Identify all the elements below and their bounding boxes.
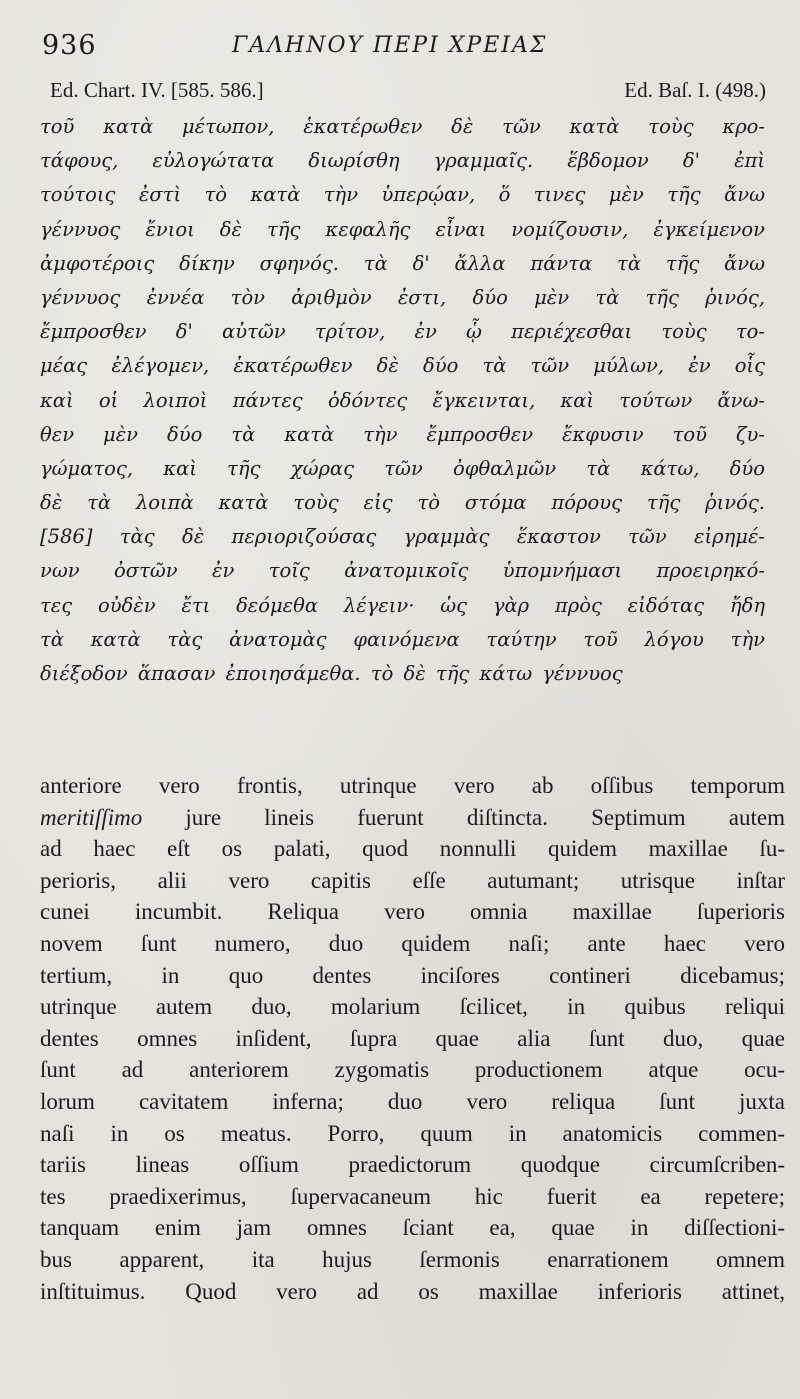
edition-basel-reference: Ed. Baſ. I. (498.)	[624, 78, 766, 102]
greek-line: γέννυος ἔνιοι δὲ τῆς κεφαλῆς εἶναι νομίζουσιν, ἐγκείμενον	[40, 217, 765, 241]
greek-line: θεν μὲν δύο τὰ κατὰ τὴν ἔμπροσθεν ἔκφυσιν τοῦ ζυ-	[40, 422, 765, 446]
latin-line	[40, 1149, 785, 1181]
latin-line-text: naſi in os meatus. Porro, quum in anatomicis commen-	[40, 1120, 785, 1146]
latin-line	[40, 1086, 785, 1118]
page-header	[42, 30, 770, 66]
greek-line: τούτοις ἐστὶ τὸ κατὰ τὴν ὑπερῴαν, ὅ τινες μὲν τῆς ἄνω	[40, 183, 765, 207]
latin-line-text: lorum cavitatem inferna; duo vero reliqua ſunt juxta	[40, 1088, 785, 1114]
greek-line: τὰ κατὰ τὰς ἀνατομὰς φαινόμενα ταύτην τοῦ λόγου τὴν	[40, 627, 765, 651]
latin-line-text: tertium, in quo dentes inciſores contineri dicebamus;	[40, 962, 785, 988]
greek-line: νων ὀστῶν ἐν τοῖς ἀνατομικοῖς ὑπομνήμασι προειρηκό-	[40, 559, 765, 583]
latin-line-text: tes praedixerimus, ſupervacaneum hic fuerit ea repetere;	[40, 1183, 785, 1209]
latin-line	[40, 1054, 785, 1086]
latin-line-text: novem ſunt numero, duo quidem naſi; ante haec vero	[40, 930, 785, 956]
latin-line	[40, 865, 785, 897]
latin-line	[40, 928, 785, 960]
latin-line-text: bus apparent, ita hujus ſermonis enarrationem omnem	[40, 1246, 785, 1272]
latin-line	[40, 770, 785, 802]
latin-line	[40, 1023, 785, 1055]
latin-text-block	[40, 770, 785, 1307]
greek-line: ἀμφοτέροις δίκην σφηνός. τὰ δ' ἄλλα πάντα τὰ τῆς ἄνω	[40, 251, 765, 275]
latin-line	[40, 1244, 785, 1276]
edition-references	[50, 78, 766, 104]
greek-line: [586] τὰς δὲ περιοριζούσας γραμμὰς ἕκαστον τῶν εἰρημέ-	[40, 525, 765, 549]
latin-line-text: tariis lineas oſſium praedictorum quodque circumſcriben-	[40, 1152, 785, 1178]
greek-line: δὲ τὰ λοιπὰ κατὰ τοὺς εἰς τὸ στόμα πόρους τῆς ῥινός.	[40, 491, 765, 515]
latin-line	[40, 896, 785, 928]
greek-line: τάφους, εὐλογώτατα διωρίσθη γραμμαῖς. ἕβδομον δ' ἐπὶ	[40, 149, 765, 173]
latin-line	[40, 960, 785, 992]
latin-line	[40, 802, 785, 834]
latin-line-text: cunei incumbit. Reliqua vero omnia maxillae ſuperioris	[40, 899, 785, 925]
greek-line: καὶ οἱ λοιποὶ πάντες ὀδόντες ἔγκεινται, καὶ τούτων ἄνω-	[40, 388, 765, 412]
greek-line: διέξοδον ἅπασαν ἐποιησάμεθα. τὸ δὲ τῆς κάτω γέννυος	[40, 662, 623, 685]
greek-line: μέας ἐλέγομεν, ἑκατέρωθεν δὲ δύο τὰ τῶν μύλων, ἐν οἷς	[40, 354, 765, 378]
latin-line-italic: meritiſſimo	[40, 804, 143, 830]
greek-line: τοῦ κατὰ μέτωπον, ἑκατέρωθεν δὲ τῶν κατὰ τοὺς κρο-	[40, 115, 765, 138]
latin-line	[40, 1212, 785, 1244]
latin-line	[40, 1118, 785, 1150]
latin-line	[40, 1181, 785, 1213]
latin-line	[40, 991, 785, 1023]
latin-line-text: ſunt ad anteriorem zygomatis productionem atque ocu-	[40, 1057, 785, 1083]
latin-line-text: inſtituimus. Quod vero ad os maxillae inferioris attinet,	[40, 1278, 785, 1304]
latin-line-text-after: jure lineis fuerunt diſtincta. Septimum autem	[142, 804, 785, 830]
page-number: 936	[42, 30, 97, 61]
greek-text-block	[40, 110, 765, 691]
greek-line: γέννυος ἐννέα τὸν ἀριθμὸν ἐστι, δύο μὲν τὰ τῆς ῥινός,	[40, 285, 765, 309]
running-title: ΓΑΛΗΝΟΥ ΠΕΡΙ ΧΡΕΙΑΣ	[232, 33, 548, 58]
greek-line: γώματος, καὶ τῆς χώρας τῶν ὀφθαλμῶν τὰ κάτω, δύο	[40, 456, 765, 480]
latin-line-text: ad haec eſt os palati, quod nonnulli quidem maxillae ſu-	[40, 836, 785, 862]
greek-line: τες οὐδὲν ἔτι δεόμεθα λέγειν· ὡς γὰρ πρὸς εἰδότας ἤδη	[40, 593, 765, 617]
edition-chart-reference: Ed. Chart. IV. [585. 586.]	[50, 78, 264, 102]
latin-line-text: utrinque autem duo, molarium ſcilicet, in quibus reliqui	[40, 994, 785, 1020]
latin-line	[40, 1276, 785, 1308]
latin-line-text: perioris, alii vero capitis eſſe autumant; utrisque inſtar	[40, 867, 785, 893]
greek-line: ἔμπροσθεν δ' αὐτῶν τρίτον, ἐν ᾧ περιέχεσθαι τοὺς το-	[40, 320, 765, 344]
latin-line-text: tanquam enim jam omnes ſciant ea, quae in diſſectioni-	[40, 1215, 785, 1241]
latin-line-text: dentes omnes inſident, ſupra quae alia ſunt duo, quae	[40, 1025, 785, 1051]
latin-line	[40, 833, 785, 865]
latin-line-text: anteriore vero frontis, utrinque vero ab oſſibus temporum	[40, 773, 785, 798]
